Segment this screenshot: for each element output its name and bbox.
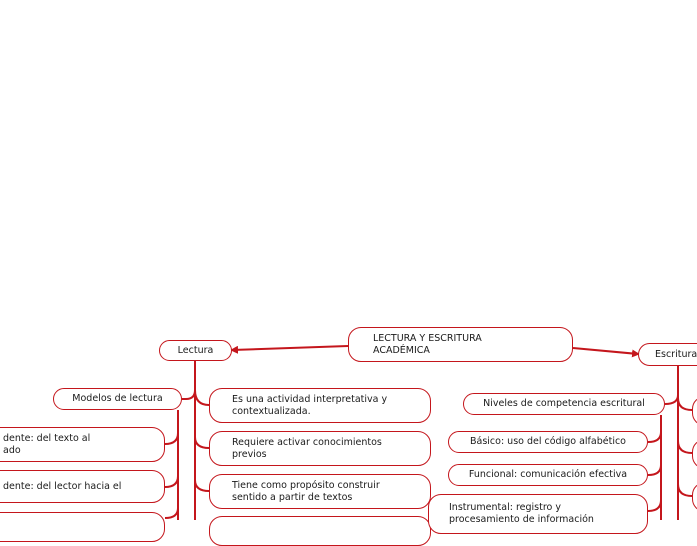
nivel-node-2[interactable] [448,464,648,486]
link-modelos [182,390,195,399]
link-modelo-2 [165,476,178,487]
link-nivel-1 [648,432,661,442]
link-modelo-3 [165,508,178,518]
lectura-label: Lectura [177,344,214,356]
link-item-1 [195,390,209,405]
escritura-node[interactable] [638,343,697,366]
escritura-label: Escritura [655,348,697,360]
modelo-node-3[interactable] [0,512,165,542]
nivel-label-2: Funcional: comunicación efectiva [468,469,628,480]
modelos-lectura-node[interactable] [53,388,182,410]
link-escritura-a [678,398,692,410]
lectura-node[interactable] [159,340,232,361]
modelo-node-2[interactable] [0,470,165,503]
nivel-node-3[interactable] [428,494,648,534]
link-escritura-c [678,484,692,496]
nivel-label-3: Instrumental: registro y procesamiento de información [449,502,594,525]
lectura-item-label-2: Requiere activar conocimientos previos [232,436,382,460]
link-nivel-2 [648,465,661,475]
link-central-lectura [232,346,348,350]
central-topic-label: LECTURA Y ESCRITURA ACADÉMICA [373,332,482,356]
lectura-item-node-2[interactable] [209,431,431,466]
link-escritura-b [678,441,692,453]
link-central-escritura [573,348,638,354]
lectura-item-label-1: Es una actividad interpretativa y contextualizada. [232,393,388,417]
niveles-label: Niveles de competencia escritural [483,398,645,409]
nivel-node-1[interactable] [448,431,648,453]
modelo-node-1[interactable] [0,427,165,462]
modelo-label-1: dente: del texto al ado [3,432,91,456]
link-item-2 [195,437,209,448]
link-nivel-3 [648,500,661,511]
link-modelo-1 [165,433,178,444]
lectura-item-label-3: Tiene como propósito construir sentido a partir de textos [232,479,380,503]
lectura-item-node-4[interactable] [209,516,431,546]
link-item-3 [195,480,209,491]
lectura-item-node-1[interactable] [209,388,431,423]
niveles-node[interactable] [463,393,665,415]
lectura-item-node-3[interactable] [209,474,431,509]
modelo-label-2: dente: del lector hacia el [3,480,122,492]
link-niveles [665,395,678,404]
modelos-lectura-label: Modelos de lectura [72,393,163,404]
nivel-label-1: Básico: uso del código alfabético [470,436,626,447]
central-topic-node[interactable] [348,327,573,362]
